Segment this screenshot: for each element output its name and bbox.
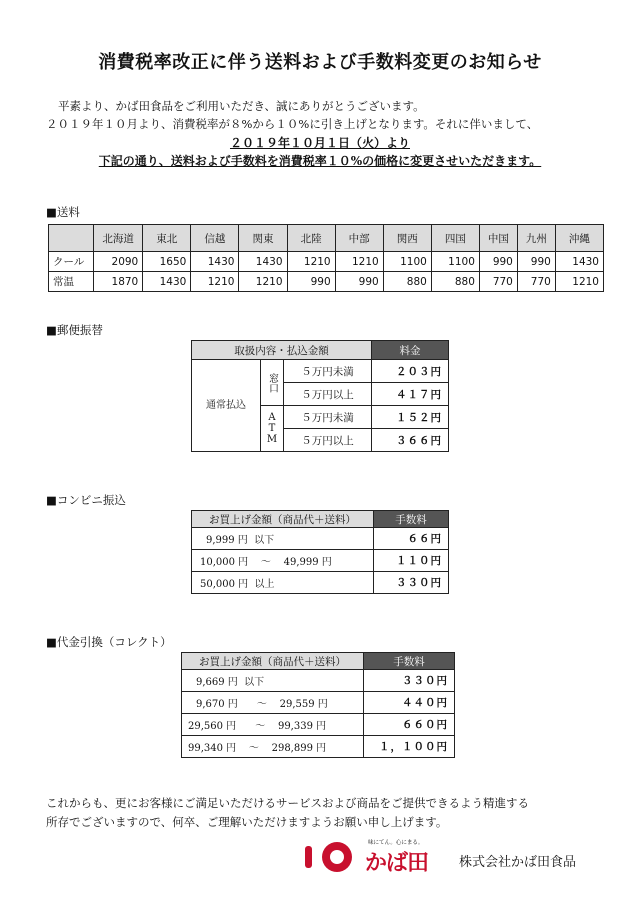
company-name: 株式会社かば田食品 [459, 855, 577, 870]
price-cell: 880 [383, 272, 431, 292]
brand-logo-text: かば田 [365, 851, 429, 876]
column-header: 取扱内容・払込金額 [192, 341, 372, 360]
region-header: 北陸 [287, 225, 335, 252]
intro-line-2: ２０１９年１０月より、消費税率が８%から１０%に引き上げとなります。それに伴いまして、 [46, 117, 539, 131]
amount-cell: 99,340 円 ～ 298,899 円 [182, 736, 364, 758]
price-cell: 2090 [94, 252, 143, 272]
shipping-heading: ■送料 [46, 205, 80, 219]
price-cell: 1650 [143, 252, 191, 272]
price-cell: 770 [479, 272, 517, 292]
column-header: お買上げ金額（商品代＋送料） [182, 653, 364, 670]
amount-cell: 29,560 円 ～ 99,339 円 [182, 714, 364, 736]
region-header: 中国 [479, 225, 517, 252]
price-cell: 1100 [431, 252, 479, 272]
amount-cell: 10,000 円 ～ 49,999 円 [192, 550, 374, 572]
table-row [192, 572, 449, 594]
page-title: 消費税率改正に伴う送料および手数料変更のお知らせ [98, 52, 542, 73]
region-header: 北海道 [94, 225, 143, 252]
table-row [49, 252, 604, 272]
channel-atm: ATM [261, 406, 284, 452]
fee-cell: ４１７円 [372, 383, 449, 406]
table-row [192, 550, 449, 572]
closing-line-1: これからも、更にお客様にご満足いただけるサービスおよび商品をご提供できるよう精進する [46, 796, 529, 810]
table-row [182, 736, 455, 758]
region-header: 関西 [383, 225, 431, 252]
price-cell: 1210 [239, 272, 287, 292]
brand-logo-icon [303, 838, 363, 878]
price-cell: 990 [479, 252, 517, 272]
region-header: 九州 [517, 225, 555, 252]
cod-table [181, 652, 455, 758]
brand-tagline: 味にてん。心にまる。 [368, 840, 424, 846]
intro-line-1: 平素より、かば田食品をご利用いただき、誠にありがとうございます。 [58, 99, 425, 113]
price-cell: 1100 [383, 252, 431, 272]
row-label: クール [49, 252, 94, 272]
column-header: お買上げ金額（商品代＋送料） [192, 511, 374, 528]
effective-date: ２０１９年１０月１日（火）より [229, 136, 410, 150]
amount-cell: 9,999 円 以下 [192, 528, 374, 550]
column-header: 手数料 [364, 653, 455, 670]
fee-cell: ４４０円 [364, 692, 455, 714]
change-notice: 下記の通り、送料および手数料を消費税率１０%の価格に変更させいただきます。 [98, 154, 542, 168]
fee-cell: １１０円 [374, 550, 449, 572]
price-cell: 1210 [335, 252, 383, 272]
postal-header-row [192, 341, 449, 360]
payment-method: 通常払込 [192, 360, 261, 452]
price-cell: 990 [287, 272, 335, 292]
shipping-header-row [49, 225, 604, 252]
corner-cell [49, 225, 94, 252]
price-cell: 990 [517, 252, 555, 272]
table-row [182, 714, 455, 736]
price-cell: 1430 [555, 252, 603, 272]
condition-cell: ５万円未満 [284, 360, 372, 383]
convenience-table [191, 510, 449, 594]
fee-cell: ３６６円 [372, 429, 449, 452]
convenience-header-row [192, 511, 449, 528]
price-cell: 1210 [287, 252, 335, 272]
postal-table [191, 340, 449, 452]
condition-cell: ５万円未満 [284, 406, 372, 429]
region-header: 関東 [239, 225, 287, 252]
row-label: 常温 [49, 272, 94, 292]
condition-cell: ５万円以上 [284, 429, 372, 452]
table-row [49, 272, 604, 292]
fee-cell: ３３０円 [374, 572, 449, 594]
region-header: 中部 [335, 225, 383, 252]
fee-cell: ３３０円 [364, 670, 455, 692]
fee-cell: ６６円 [374, 528, 449, 550]
price-cell: 1430 [191, 252, 239, 272]
table-row [192, 528, 449, 550]
cod-heading: ■代金引換（コレクト） [46, 635, 172, 649]
channel-window: 窓口 [261, 360, 284, 406]
postal-heading: ■郵便振替 [46, 323, 103, 337]
fee-cell: ６６０円 [364, 714, 455, 736]
column-header: 料金 [372, 341, 449, 360]
region-header: 東北 [143, 225, 191, 252]
price-cell: 1430 [143, 272, 191, 292]
table-row [182, 692, 455, 714]
fee-cell: ２０３円 [372, 360, 449, 383]
convenience-heading: ■コンビニ振込 [46, 493, 126, 507]
price-cell: 1870 [94, 272, 143, 292]
price-cell: 1210 [191, 272, 239, 292]
region-header: 沖縄 [555, 225, 603, 252]
price-cell: 770 [517, 272, 555, 292]
amount-cell: 50,000 円 以上 [192, 572, 374, 594]
price-cell: 990 [335, 272, 383, 292]
shipping-table [48, 224, 604, 292]
amount-cell: 9,670 円 ～ 29,559 円 [182, 692, 364, 714]
amount-cell: 9,669 円 以下 [182, 670, 364, 692]
column-header: 手数料 [374, 511, 449, 528]
price-cell: 1210 [555, 272, 603, 292]
price-cell: 880 [431, 272, 479, 292]
fee-cell: １５２円 [372, 406, 449, 429]
cod-header-row [182, 653, 455, 670]
closing-line-2: 所存でございますので、何卒、ご理解いただけますようお願い申し上げます。 [46, 815, 448, 829]
fee-cell: １，１００円 [364, 736, 455, 758]
region-header: 信越 [191, 225, 239, 252]
price-cell: 1430 [239, 252, 287, 272]
condition-cell: ５万円以上 [284, 383, 372, 406]
table-row [192, 360, 449, 383]
region-header: 四国 [431, 225, 479, 252]
table-row [182, 670, 455, 692]
